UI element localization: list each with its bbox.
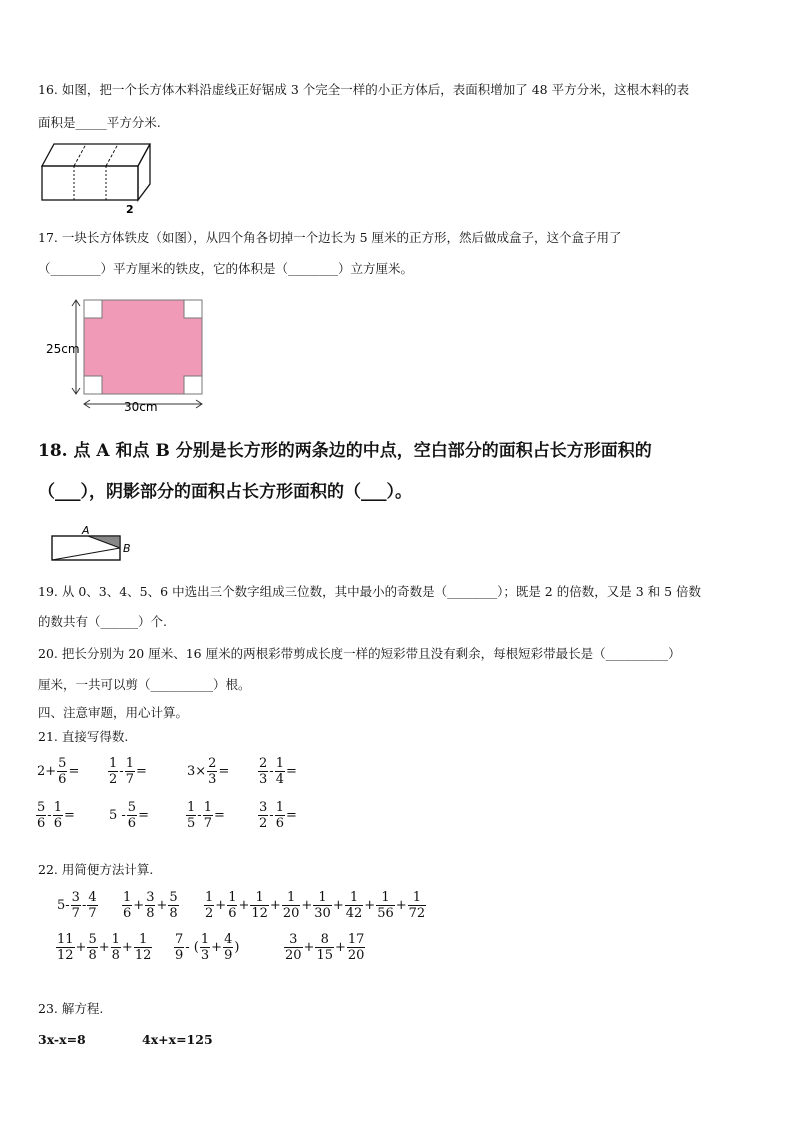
operator: + [215, 898, 227, 913]
denominator: 12 [134, 948, 152, 963]
numerator: 1 [125, 756, 134, 771]
numerator: 1 [345, 890, 364, 906]
fraction [204, 890, 214, 921]
numerator: 3 [71, 890, 80, 905]
denominator: 6 [53, 816, 62, 831]
operator: - [81, 898, 87, 913]
denominator: 7 [88, 906, 97, 921]
numerator: 1 [187, 800, 196, 815]
denominator: 8 [146, 906, 155, 921]
operator: + [75, 940, 87, 955]
numerator: 1 [123, 890, 132, 905]
q17-width-label: 30cm [124, 400, 158, 414]
numerator: 5 [37, 800, 46, 815]
operator: - [269, 808, 274, 823]
numerator: 5 [169, 890, 178, 905]
numerator: 17 [347, 932, 365, 947]
numerator: 1 [53, 800, 62, 815]
equals-sign: = [213, 808, 225, 823]
fraction [200, 932, 210, 963]
denominator: 8 [88, 948, 97, 963]
operator: + [156, 898, 168, 913]
fraction [275, 756, 285, 787]
q18-line1: 18. 点 A 和点 B 分别是长方形的两条边的中点，空白部分的面积占长方形面积的 [38, 441, 652, 461]
prefix: 2+ [37, 764, 57, 779]
fraction [186, 800, 196, 831]
q18-label-b: B [123, 542, 131, 555]
operator: + [133, 898, 145, 913]
denominator: 42 [345, 906, 363, 921]
denominator: 5 [187, 816, 196, 831]
q17-line1: 17. 一块长方体铁皮（如图），从四个角各切掉一个边长为 5 厘米的正方形，然后做成盒子，这个盒子用了 [38, 230, 622, 245]
operator: + [98, 940, 110, 955]
fraction [223, 932, 233, 963]
denominator: 12 [251, 906, 268, 921]
denominator: 30 [314, 906, 331, 921]
operator: - [119, 764, 124, 779]
q16-line2: 面积是_____平方分米. [38, 115, 161, 130]
fraction [347, 932, 366, 963]
q18-label-a: A [82, 524, 90, 537]
q22-expression [122, 890, 179, 921]
q23-title: 23. 解方程. [38, 1001, 104, 1016]
operator: - [269, 764, 274, 779]
q22-expression [174, 932, 240, 963]
denominator: 7 [71, 906, 80, 921]
operator: - [47, 808, 52, 823]
denominator: 72 [408, 906, 426, 921]
equals-sign: = [135, 764, 147, 779]
q21-item [108, 800, 150, 831]
numerator: 1 [203, 800, 212, 815]
denominator: 15 [316, 948, 333, 963]
numerator: 2 [259, 756, 268, 771]
q21-item [258, 800, 298, 831]
q22-expression [284, 932, 365, 963]
denominator: 8 [169, 906, 178, 921]
numerator: 8 [315, 932, 334, 948]
denominator: 2 [205, 906, 214, 921]
q21-item [186, 800, 226, 831]
denominator: 4 [275, 772, 284, 787]
numerator: 11 [57, 932, 74, 947]
equals-sign: = [218, 764, 230, 779]
q20-line1: 20. 把长分别为 20 厘米、16 厘米的两根彩带剪成长度一样的短彩带且没有剩余，每根短彩带最长是（__________） [38, 646, 681, 661]
fraction [408, 890, 427, 921]
fraction [315, 932, 334, 963]
q22-expression [56, 932, 152, 963]
numerator: 1 [376, 890, 395, 906]
numerator: 3 [284, 932, 303, 948]
operator: + [211, 940, 223, 955]
q21-item [186, 756, 230, 787]
fraction [275, 800, 285, 831]
fraction [111, 932, 121, 963]
fraction [345, 890, 364, 921]
section-4-heading: 四、注意审题，用心计算。 [38, 705, 189, 720]
q23-equation-1: 3x-x=8 [38, 1032, 86, 1047]
numerator: 4 [224, 932, 233, 947]
fraction [145, 890, 155, 921]
equals-sign: = [285, 764, 297, 779]
operator: + [335, 940, 346, 955]
numerator: 1 [228, 890, 237, 905]
denominator: 8 [111, 948, 120, 963]
operator: + [269, 898, 281, 913]
operator: - ( [185, 940, 199, 955]
q18-line2: （___），阴影部分的面积占长方形面积的（___）。 [38, 482, 412, 502]
fraction [376, 890, 395, 921]
denominator: 2 [259, 816, 268, 831]
numerator: 1 [200, 932, 210, 947]
numerator: 5 [127, 800, 137, 815]
denominator: 6 [58, 772, 67, 787]
numerator: 1 [275, 800, 284, 815]
equals-sign: = [68, 764, 80, 779]
q20-line2: 厘米，一共可以剪（__________）根。 [38, 677, 251, 692]
operator: + [395, 898, 407, 913]
fraction [87, 932, 97, 963]
numerator: 3 [146, 890, 155, 905]
fraction [174, 932, 184, 963]
fraction [203, 800, 213, 831]
denominator: 3 [259, 772, 268, 787]
denominator: 20 [282, 906, 300, 921]
fraction [258, 800, 268, 831]
q18-figure [46, 524, 146, 564]
q19-line2: 的数共有（______）个. [38, 614, 167, 629]
q22-title: 22. 用简便方法计算. [38, 862, 154, 877]
q17-height-label: 25cm [46, 342, 80, 356]
numerator: 2 [208, 756, 217, 771]
q17-line2: （________）平方厘米的铁皮，它的体积是（________）立方厘米。 [38, 261, 414, 276]
q17-figure [44, 296, 214, 416]
fraction [127, 800, 137, 831]
numerator: 7 [175, 932, 184, 947]
q21-item [36, 800, 76, 831]
fraction [108, 756, 118, 787]
q23-equation-2: 4x+x=125 [142, 1032, 213, 1047]
denominator: 6 [275, 816, 284, 831]
fraction [57, 756, 67, 787]
denominator: 12 [57, 948, 74, 963]
equals-sign: = [138, 808, 149, 823]
fraction [227, 890, 237, 921]
denominator: 6 [123, 906, 132, 921]
numerator: 1 [109, 756, 118, 771]
prefix: 5- [57, 898, 70, 913]
fraction [134, 932, 153, 963]
fraction [313, 890, 332, 921]
operator: + [332, 898, 344, 913]
q16-line1: 16. 如图，把一个长方体木料沿虚线正好锯成 3 个完全一样的小正方体后，表面积增加了 48 平方分米，这根木料的表 [38, 82, 690, 97]
fraction [284, 932, 303, 963]
denominator: 6 [37, 816, 46, 831]
denominator: 20 [347, 948, 365, 963]
fraction [71, 890, 81, 921]
operator: + [303, 940, 315, 955]
fraction [36, 800, 46, 831]
operator: + [364, 898, 376, 913]
denominator: 3 [208, 772, 217, 787]
fraction [53, 800, 63, 831]
q21-title: 21. 直接写得数. [38, 729, 129, 744]
denominator: 20 [285, 948, 302, 963]
numerator: 1 [313, 890, 332, 906]
fraction [207, 756, 217, 787]
denominator: 6 [228, 906, 237, 921]
denominator: 2 [109, 772, 118, 787]
denominator: 56 [377, 906, 394, 921]
numerator: 1 [111, 932, 120, 947]
operator: + [238, 898, 250, 913]
fraction [168, 890, 178, 921]
equals-sign: = [63, 808, 75, 823]
q21-item [258, 756, 298, 787]
operator: + [121, 940, 133, 955]
fraction [125, 756, 135, 787]
q19-line1: 19. 从 0、3、4、5、6 中选出三个数字组成三位数，其中最小的奇数是（________）；既是 2 的倍数，又是 3 和 5 倍数 [38, 584, 702, 599]
operator: ) [234, 940, 240, 955]
fraction [122, 890, 132, 921]
fraction [250, 890, 269, 921]
denominator: 7 [203, 816, 212, 831]
denominator: 3 [200, 948, 210, 963]
denominator: 9 [175, 948, 184, 963]
q16-figure-label: 2 [126, 203, 134, 216]
numerator: 5 [58, 756, 67, 771]
q21-item [36, 756, 80, 787]
prefix: 5 - [109, 808, 126, 823]
numerator: 1 [250, 890, 269, 906]
equals-sign: = [285, 808, 297, 823]
numerator: 1 [275, 756, 284, 771]
q22-expression [56, 890, 98, 921]
q22-expression [204, 890, 426, 921]
operator: - [197, 808, 202, 823]
numerator: 4 [88, 890, 97, 905]
q21-item [108, 756, 148, 787]
fraction [282, 890, 301, 921]
operator: + [301, 898, 313, 913]
denominator: 6 [127, 816, 137, 831]
numerator: 5 [88, 932, 97, 947]
q16-figure [38, 138, 158, 216]
fraction [56, 932, 75, 963]
fraction [258, 756, 268, 787]
numerator: 1 [282, 890, 301, 906]
prefix: 3× [187, 764, 207, 779]
denominator: 9 [224, 948, 233, 963]
numerator: 3 [259, 800, 268, 815]
numerator: 1 [408, 890, 427, 906]
numerator: 1 [205, 890, 214, 905]
denominator: 7 [125, 772, 134, 787]
fraction [87, 890, 97, 921]
numerator: 1 [134, 932, 153, 948]
